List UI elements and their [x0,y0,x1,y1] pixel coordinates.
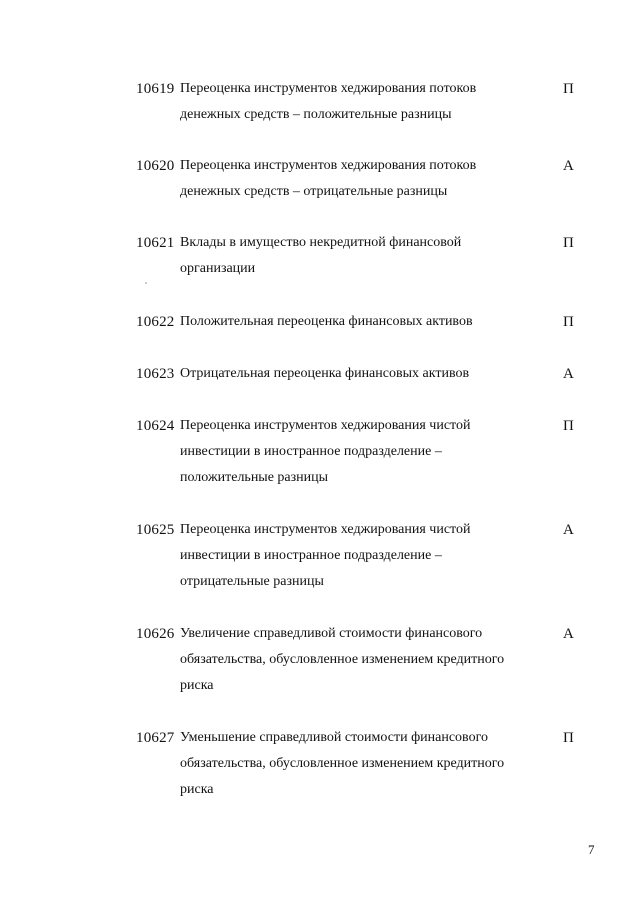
account-description [180,153,540,205]
account-type: П [563,730,574,746]
description-line: инвестиции в иностранное подразделение – [180,548,442,563]
account-type: П [563,81,574,97]
account-description [180,309,540,335]
account-code: 10627 [136,730,175,746]
description-line: Переоценка инструментов хеджирования потоков [180,158,477,173]
description-line: денежных средств – отрицательные разницы [180,184,448,199]
description-line: риска [180,782,214,797]
description-line: обязательства, обусловленное изменением кредитного [180,652,505,667]
account-type: А [563,366,574,382]
account-description [180,361,540,387]
description-line: Переоценка инструментов хеджирования чистой [180,522,471,537]
description-line: Отрицательная переоценка финансовых активов [180,366,470,381]
account-type: П [563,314,574,330]
account-type: А [563,158,574,174]
description-line: обязательства, обусловленное изменением кредитного [180,756,505,771]
account-code: 10621 [136,235,175,251]
scan-speck [145,282,147,284]
account-type: П [563,235,574,251]
account-type: А [563,522,574,538]
account-code: 10619 [136,81,175,97]
description-line: Переоценка инструментов хеджирования чистой [180,418,471,433]
description-line: денежных средств – положительные разницы [180,107,452,122]
account-code: 10623 [136,366,175,382]
description-line: Положительная переоценка финансовых активов [180,314,473,329]
account-description [180,76,540,128]
account-description [180,230,540,282]
account-type: А [563,626,574,642]
description-line: Уменьшение справедливой стоимости финансового [180,730,488,745]
description-line: Переоценка инструментов хеджирования потоков [180,81,477,96]
account-type: П [563,418,574,434]
account-description [180,621,540,699]
description-line: инвестиции в иностранное подразделение – [180,444,442,459]
description-line: Увеличение справедливой стоимости финансового [180,626,483,641]
description-line: Вклады в имущество некредитной финансовой [180,235,462,250]
account-code: 10625 [136,522,175,538]
account-code: 10624 [136,418,175,434]
account-description [180,725,540,803]
description-line: организации [180,261,256,276]
account-code: 10620 [136,158,175,174]
account-code: 10622 [136,314,175,330]
account-description [180,517,540,595]
account-description [180,413,540,491]
page-number: 7 [588,842,595,857]
description-line: отрицательные разницы [180,574,324,589]
description-line: риска [180,678,214,693]
description-line: положительные разницы [180,470,329,485]
account-code: 10626 [136,626,175,642]
